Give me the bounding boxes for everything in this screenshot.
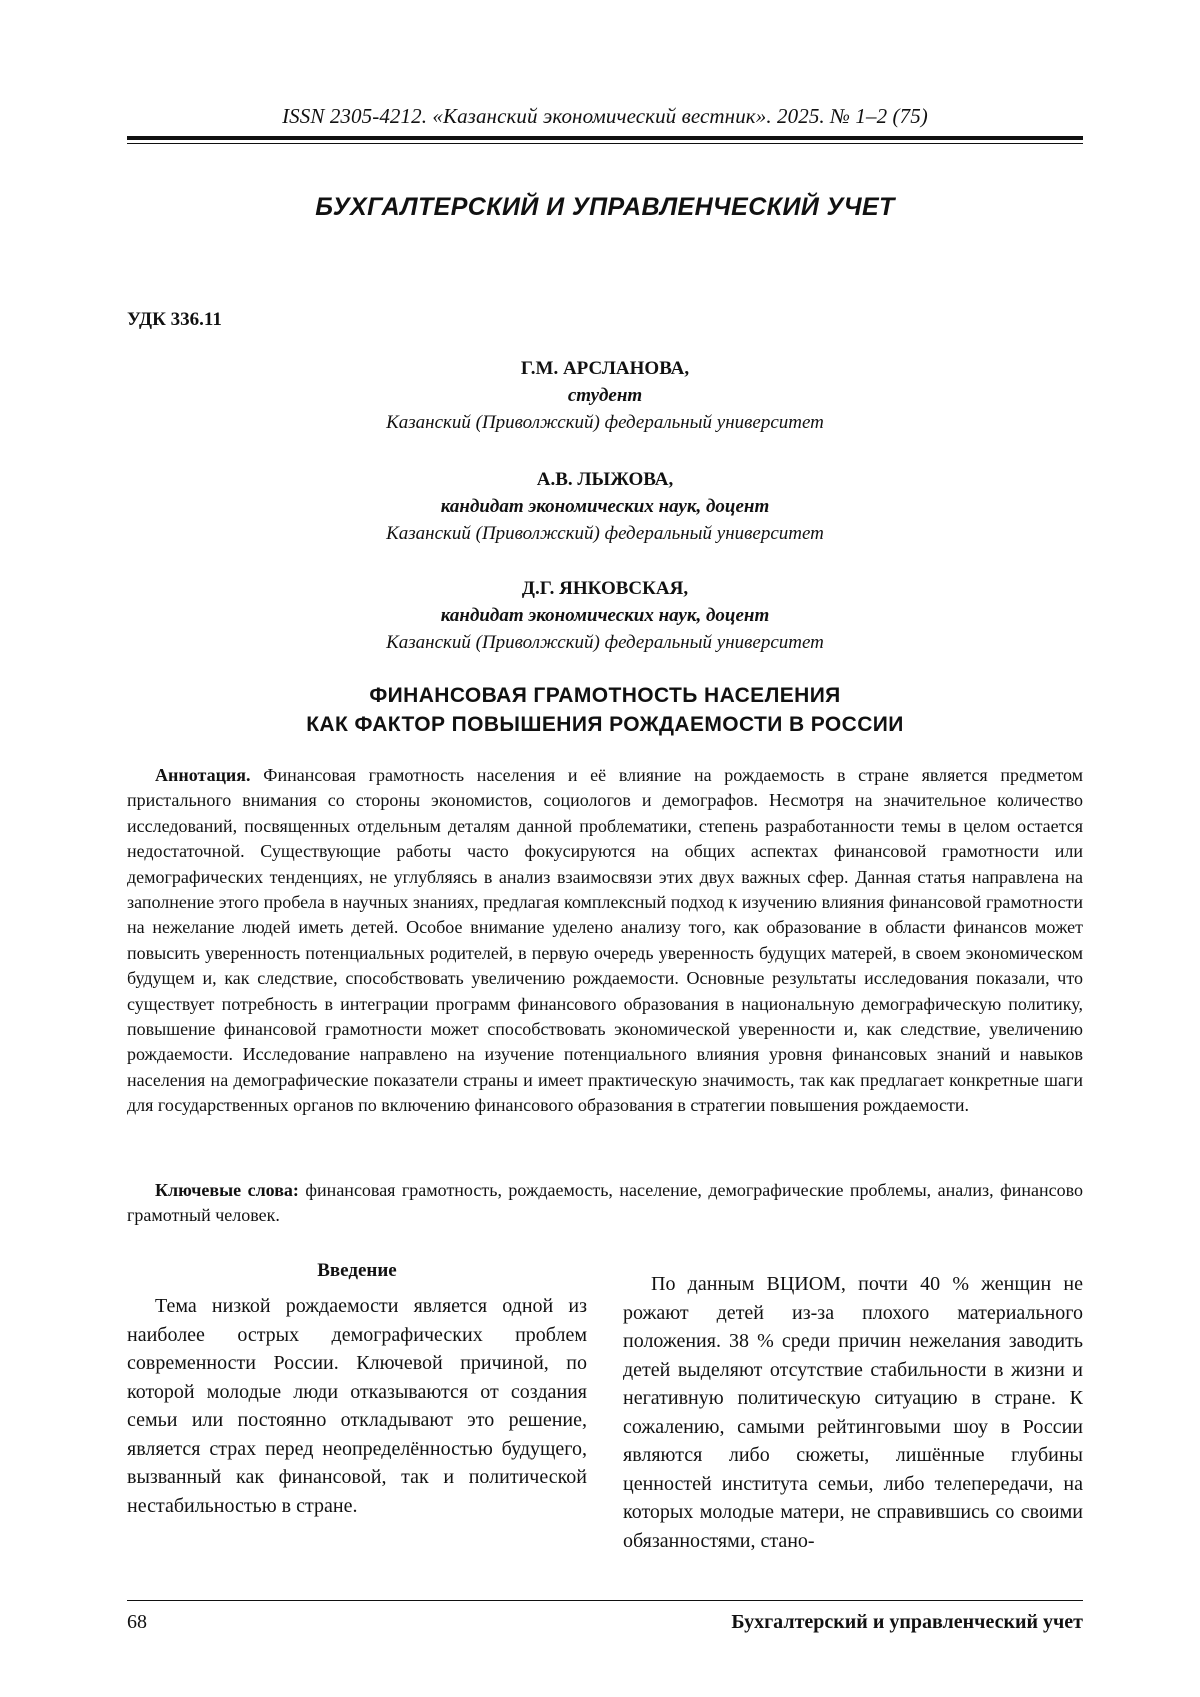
footer-rule: [127, 1600, 1083, 1601]
abstract-text: Финансовая грамотность населения и её влияние на рождаемость в стране является предметом пристального внимания со стороны экономистов, социологов и демографов. Несмотря на значительное количество исследований, посвященных отдельным деталям данной проблематики, степень разработанности темы в целом остается недостаточной. Существующие работы часто фокусируются на общих аспектах финансовой грамотности или демографических тенденциях, не углубляясь в анализ взаимосвязи этих двух важных сфер. Данная статья направлена на заполнение этого пробела в научных знаниях, предлагая комплексный подход к изучению влияния финансовой грамотности на нежелание людей иметь детей. Особое внимание уделено анализу того, как образование в области финансов может повысить уверенность потенциальных родителей, в первую очередь уверенность будущих матерей, в своем экономическом будущем и, как следствие, способствовать увеличению рождаемости. Основные результаты исследования показали, что существует потребность в интеграции программ финансового образования в национальную демографическую политику, повышение финансовой грамотности может способствовать экономической уверенности и, как следствие, увеличению рождаемости. Исследование направлено на изучение потенциального влияния уровня финансовых знаний и навыков населения на демографические показатели страны и имеет практическую значимость, так как предлагает конкретные шаги для государственных органов по включению финансового образования в стратегии повышения рождаемости.: [127, 765, 1084, 1116]
article-title-line-2: КАК ФАКТОР ПОВЫШЕНИЯ РОЖДАЕМОСТИ В РОССИИ: [306, 713, 904, 736]
author-role: студент: [567, 385, 643, 406]
author-name: А.В. ЛЫЖОВА,: [536, 469, 674, 490]
author-role: кандидат экономических наук, доцент: [440, 605, 770, 626]
keywords-label: Ключевые слова:: [155, 1180, 299, 1200]
body-paragraph-left: Тема низкой рождаемости является одной из наиболее острых демографических проблем современности России. Ключевой причиной, по которой молодые люди отказываются от создания семьи или постоянно откладывают это решение, является страх перед неопределённостью будущего, вызванный как финансовой, так и политической нестабильностью в стране.: [127, 1295, 587, 1517]
body-column-right: [623, 1270, 1083, 1555]
author-name: Д.Г. ЯНКОВСКАЯ,: [521, 578, 689, 599]
running-head: ISSN 2305-4212. «Казанский экономический вестник». 2025. № 1–2 (75): [282, 104, 928, 128]
intro-heading: Введение: [317, 1260, 397, 1281]
author-block-2: [127, 466, 1083, 547]
author-block-3: [127, 575, 1083, 656]
article-title: [127, 681, 1083, 739]
header-rule-thick: [127, 136, 1083, 140]
abstract: [127, 763, 1083, 1119]
author-affiliation: Казанский (Приволжский) федеральный университет: [386, 523, 824, 544]
body-column-left: [127, 1258, 587, 1520]
keywords: [127, 1178, 1083, 1229]
author-affiliation: Казанский (Приволжский) федеральный университет: [386, 412, 824, 433]
abstract-label: Аннотация.: [155, 765, 251, 785]
author-role: кандидат экономических наук, доцент: [440, 496, 770, 517]
author-block-1: [127, 355, 1083, 436]
udk-code: УДК 336.11: [127, 309, 222, 330]
author-name: Г.М. АРСЛАНОВА,: [520, 358, 690, 379]
section-title: БУХГАЛТЕРСКИЙ И УПРАВЛЕНЧЕСКИЙ УЧЕТ: [315, 193, 895, 221]
header-rule-thin: [127, 143, 1083, 144]
article-title-line-1: ФИНАНСОВАЯ ГРАМОТНОСТЬ НАСЕЛЕНИЯ: [369, 684, 841, 707]
footer-section-title: Бухгалтерский и управленческий учет: [731, 1611, 1083, 1633]
body-paragraph-right: По данным ВЦИОМ, почти 40 % женщин не рожают детей из-за плохого материального положения. 38 % среди причин нежелания заводить детей выделяют отсутствие стабильности в жизни и негативную политическую ситуацию в стране. К сожалению, самыми рейтинговыми шоу в России являются либо сюжеты, лишённые глубины ценностей института семьи, либо телепередачи, на которых молодые матери, не справившись со своими обязанностями, стано-: [623, 1273, 1083, 1552]
page-number: 68: [127, 1611, 147, 1633]
journal-page: [127, 0, 1083, 1697]
keywords-text: финансовая грамотность, рождаемость, население, демографические проблемы, анализ, финансово грамотный человек.: [127, 1180, 1083, 1226]
author-affiliation: Казанский (Приволжский) федеральный университет: [386, 632, 824, 653]
